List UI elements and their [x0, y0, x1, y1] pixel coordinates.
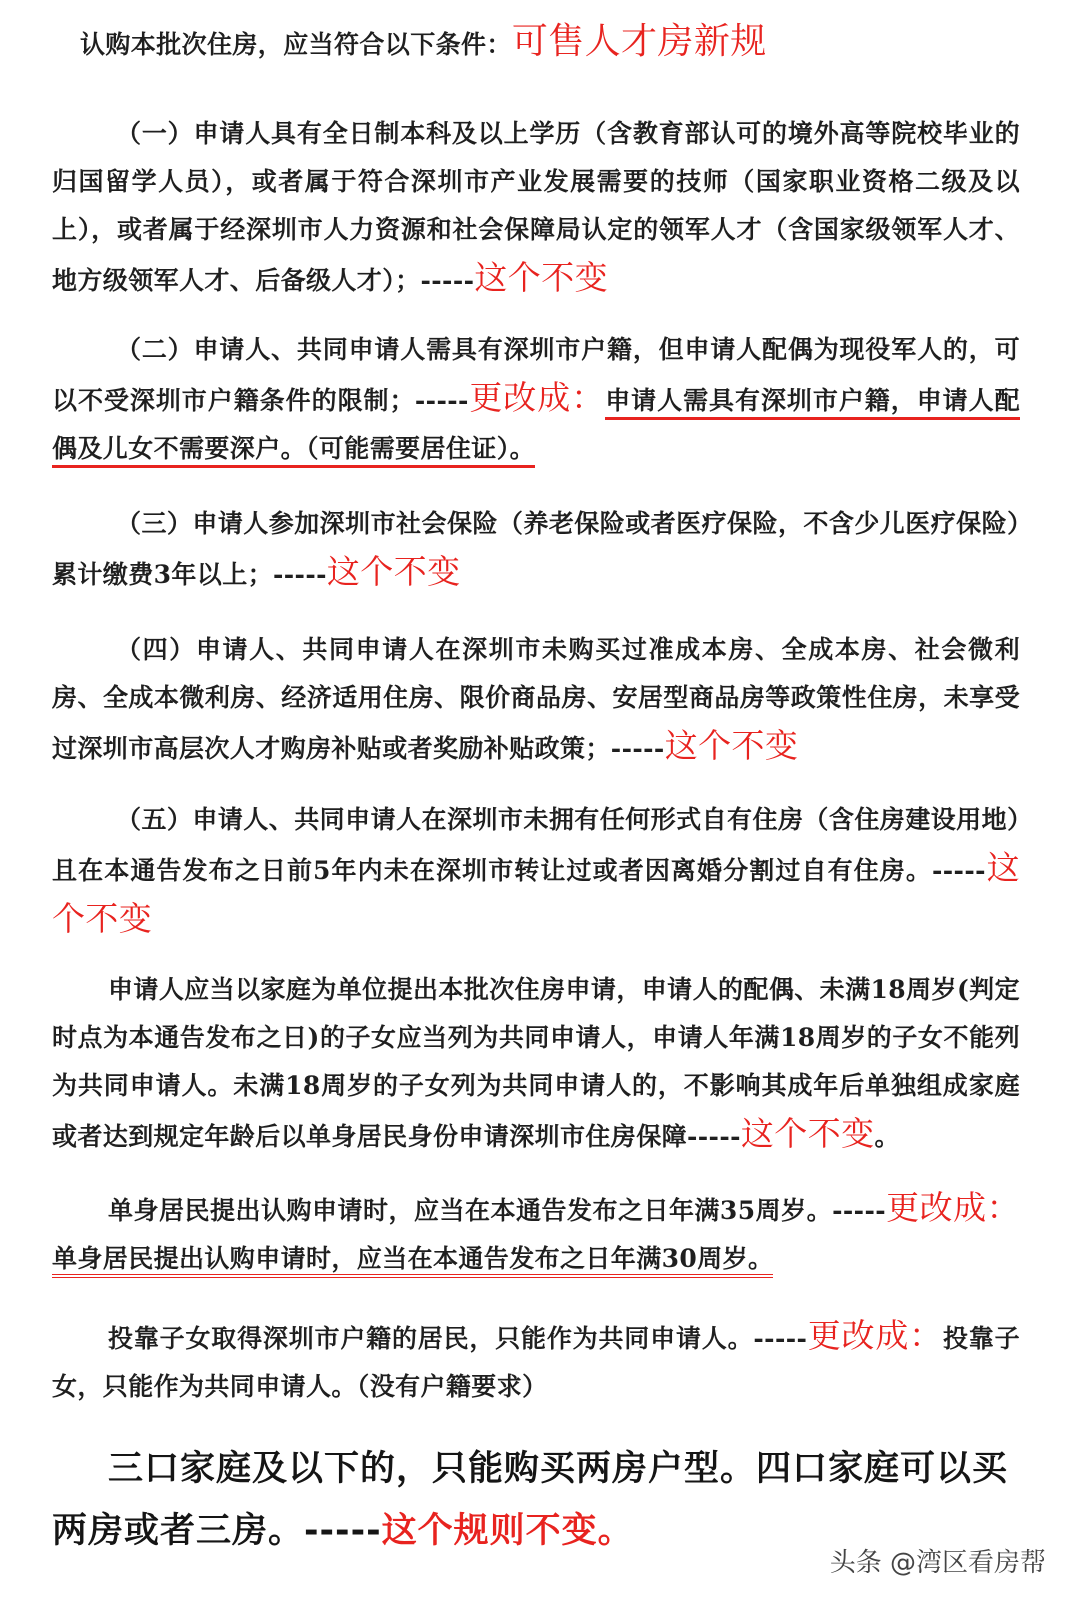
- paragraph-text: 单身居民提出认购申请时，应当在本通告发布之日年满35周岁。-----: [108, 1196, 886, 1225]
- paragraph-text: 投靠子女取得深圳市户籍的居民，只能作为共同申请人。-----: [108, 1324, 808, 1353]
- paragraph-5: [52, 796, 1020, 946]
- watermark: 头条 @湾区看房帮: [824, 1540, 1052, 1581]
- note-changed: 更改成：: [886, 1188, 1020, 1227]
- paragraph-text: （二）申请人、共同申请人需具有深圳市户籍，但申请人配偶为现役军人的，可以不受深圳市户籍条件的限制；-----: [52, 335, 1020, 415]
- note-changed: 更改成：: [468, 378, 606, 417]
- paragraph-text: （三）申请人参加深圳市社会保险（养老保险或者医疗保险，不含少儿医疗保险）累计缴费3年以上；-----: [52, 509, 1020, 589]
- change-text: 投靠子女，只能作为共同申请人。（没有户籍要求）: [52, 1324, 1021, 1401]
- note-unchanged: 这个不变: [52, 848, 1020, 938]
- paragraph-7: [52, 1184, 1020, 1283]
- paragraph-text: 申请人应当以家庭为单位提出本批次住房申请，申请人的配偶、未满18周岁(判定时点为本通告发布之日)的子女应当列为共同申请人，申请人年满18周岁的子女不能列为共同申请人。未满18周岁的子女列为共同申请人的，不影响其成年后单独组成家庭或者达到规定年龄后以单身居民身份申请深圳市住房保障-----: [52, 975, 1020, 1151]
- intro-line: [80, 18, 1048, 69]
- note-unchanged: 这个不变: [474, 258, 608, 297]
- note-unchanged: 这个不变: [326, 552, 461, 591]
- change-text: 申请人需具有深圳市户籍，申请人配偶及儿女不需要深户。（可能需要居住证）。: [52, 386, 1020, 468]
- paragraph-2: [52, 326, 1020, 473]
- paragraph-text: （四）申请人、共同申请人在深圳市未购买过准成本房、全成本房、社会微利房、全成本微利房、经济适用住房、限价商品房、安居型商品房等政策性住房，未享受过深圳市高层次人才购房补贴或者奖励补贴政策；-----: [52, 635, 1020, 763]
- headline: 可售人才房新规: [511, 21, 767, 62]
- paragraph-text: （五）申请人、共同申请人在深圳市未拥有任何形式自有住房（含住房建设用地）且在本通告发布之日前5年内未在深圳市转让过或者因离婚分割过自有住房。-----: [52, 805, 1020, 885]
- intro-text: 认购本批次住房，应当符合以下条件：: [80, 30, 512, 59]
- paragraph-tail: 。: [874, 1122, 900, 1151]
- paragraph-6: [52, 966, 1020, 1161]
- paragraph-text: （一）申请人具有全日制本科及以上学历（含教育部认可的境外高等院校毕业的归国留学人员），或者属于符合深圳市产业发展需要的技师（国家职业资格二级及以上），或者属于经深圳市人力资源和社会保障局认定的领军人才（含国家级领军人才、地方级领军人才、后备级人才）；-----: [52, 119, 1020, 295]
- paragraph-8: [52, 1312, 1020, 1411]
- paragraph-4: [52, 626, 1020, 773]
- paragraph-1: [52, 110, 1020, 305]
- note-unchanged: 这个不变: [740, 1114, 875, 1153]
- footer-text: 三口家庭及以下的，只能购买两房户型。四口家庭可以买两房或者三房。-----: [52, 1449, 1009, 1551]
- footer-note: 这个规则不变。: [381, 1511, 634, 1551]
- note-changed: 更改成：: [807, 1316, 943, 1355]
- change-text: 单身居民提出认购申请时，应当在本通告发布之日年满30周岁。: [52, 1244, 773, 1278]
- note-unchanged: 这个不变: [664, 726, 799, 765]
- paragraph-3: [52, 500, 1020, 599]
